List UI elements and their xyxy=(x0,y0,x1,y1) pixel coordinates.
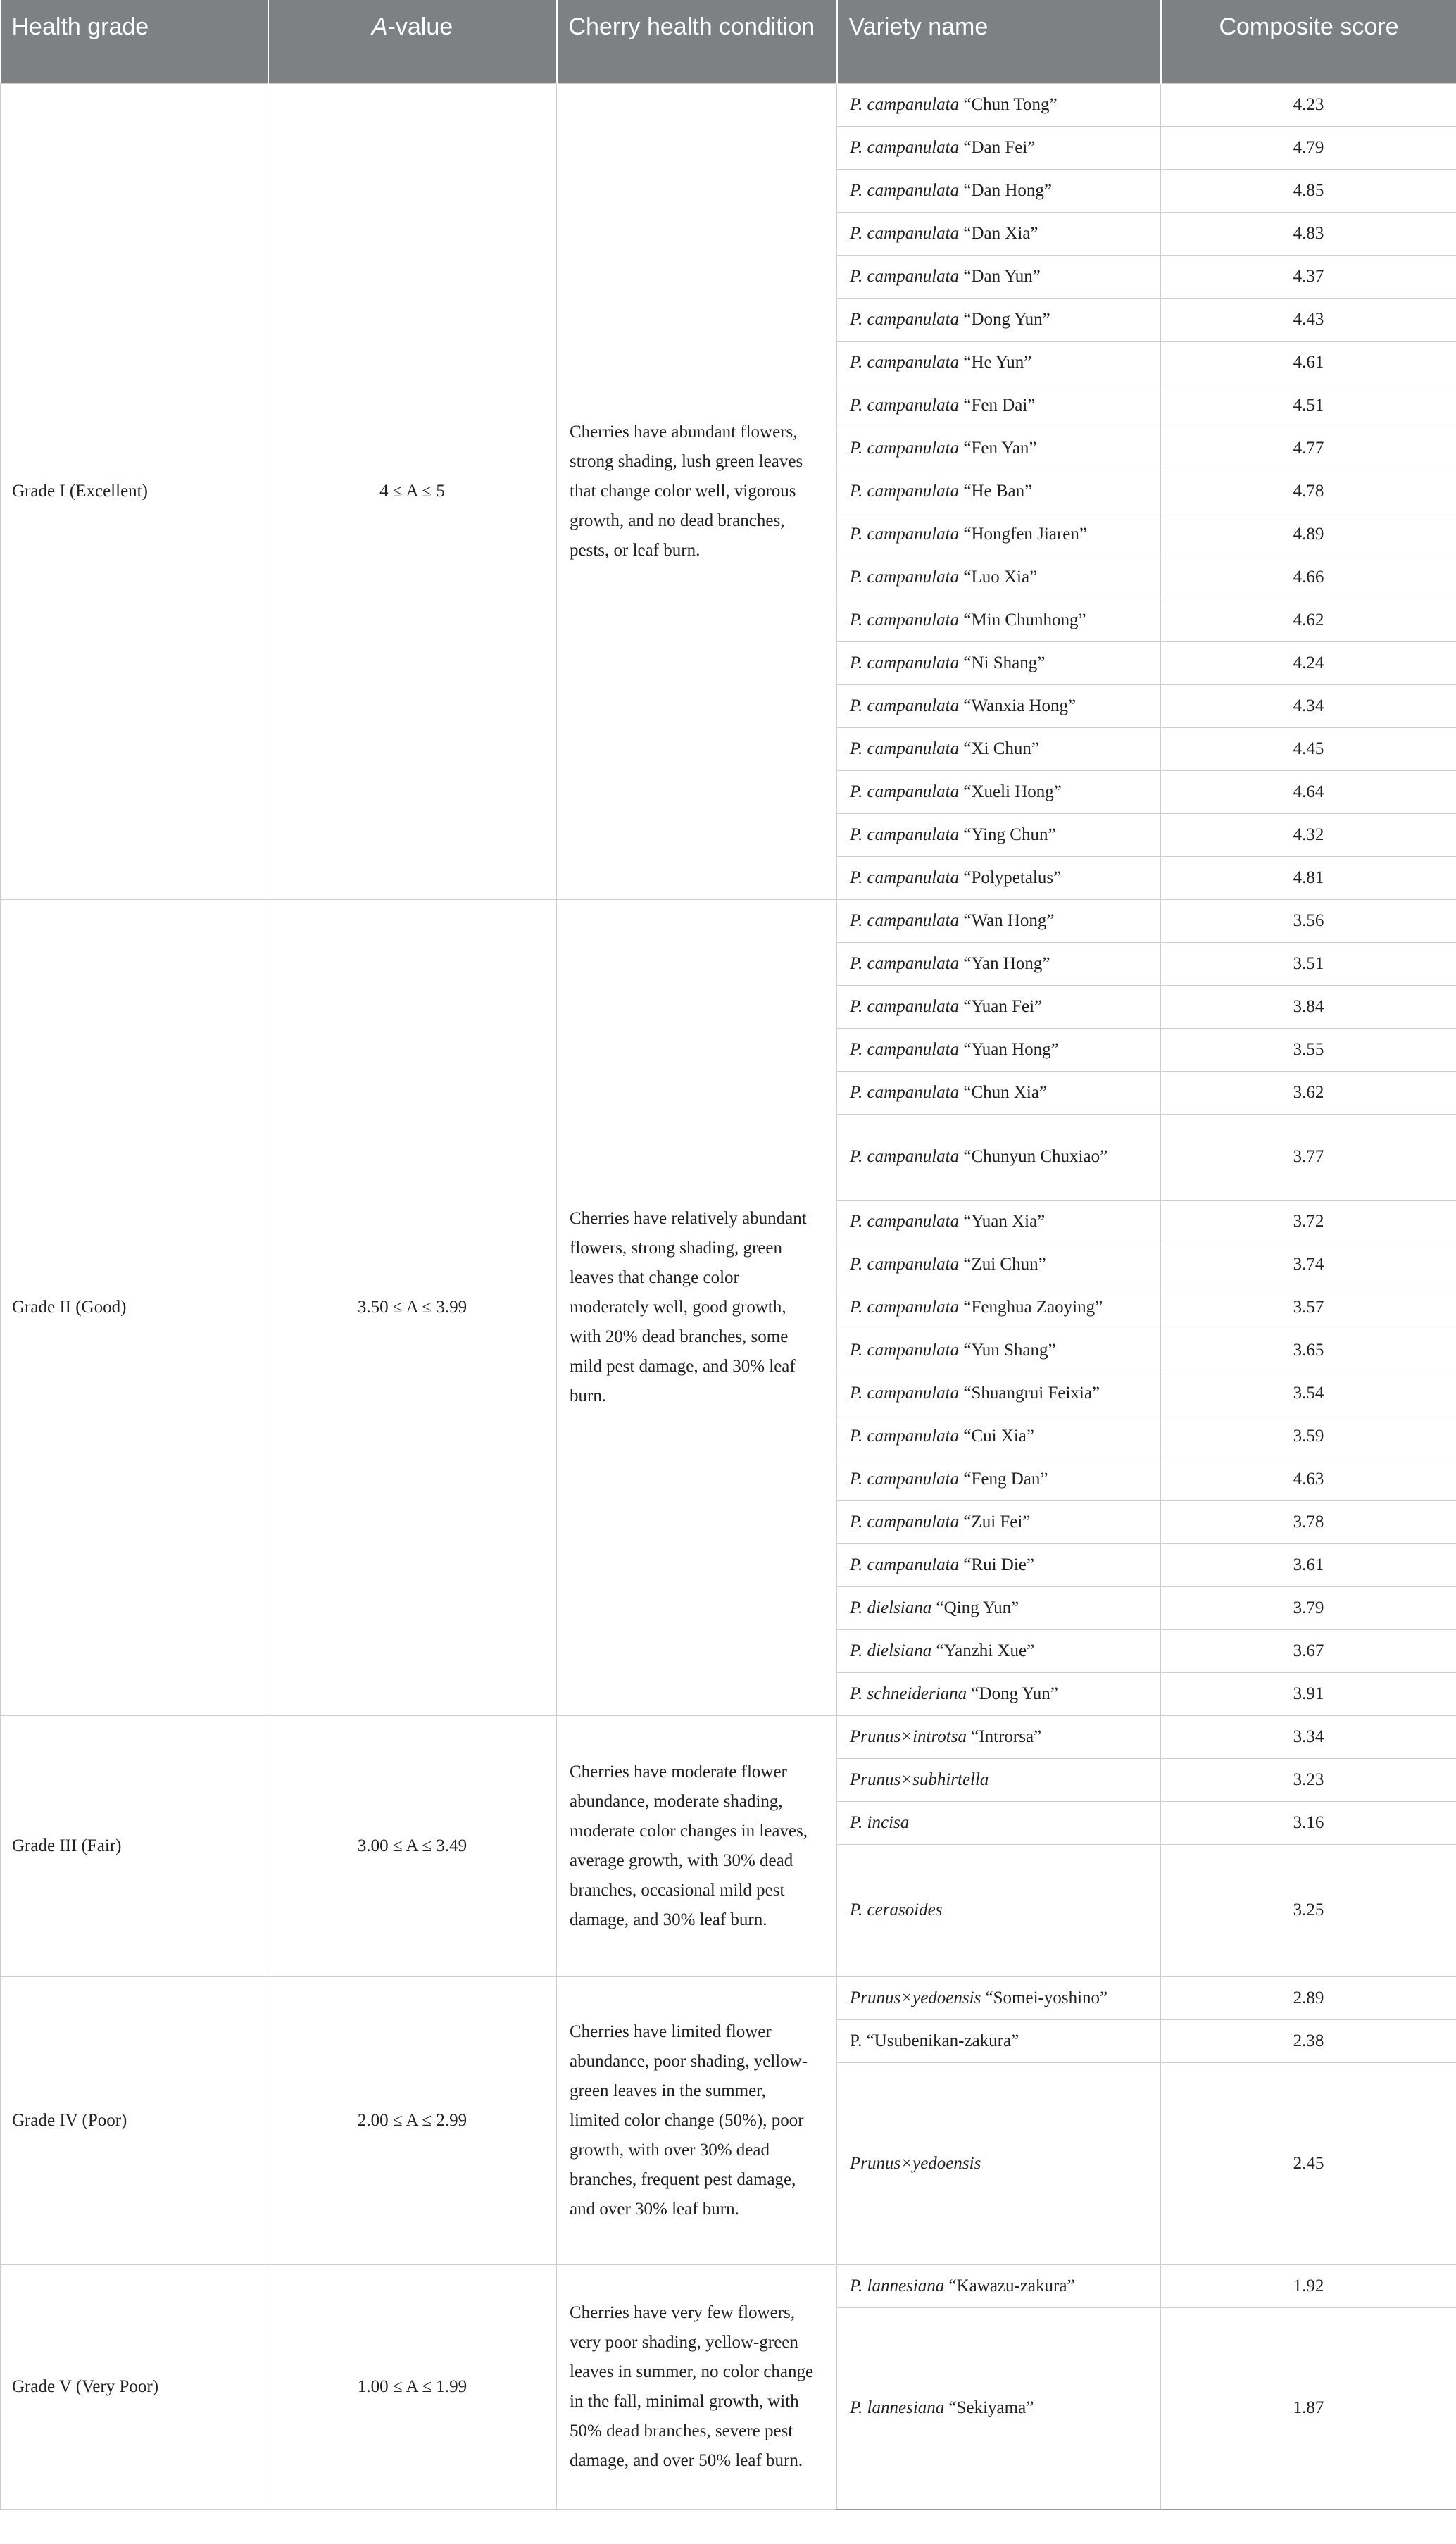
header-a-value-letter: A xyxy=(371,13,388,40)
species-name: P. campanulata xyxy=(850,1383,960,1403)
score-cell: 3.56 xyxy=(1161,899,1456,942)
species-name: P. campanulata xyxy=(850,438,960,458)
cultivar-name: “Zui Fei” xyxy=(963,1512,1031,1531)
score-cell: 4.63 xyxy=(1161,1458,1456,1500)
variety-cell xyxy=(837,83,1161,126)
variety-cell xyxy=(837,427,1161,470)
variety-cell xyxy=(837,298,1161,341)
species-name: P. campanulata xyxy=(850,1254,960,1274)
variety-cell xyxy=(837,1715,1161,1758)
variety-cell xyxy=(837,856,1161,899)
species-name: P. campanulata xyxy=(850,610,960,629)
cultivar-name: “Yun Shang” xyxy=(963,1340,1056,1360)
variety-cell xyxy=(837,513,1161,556)
cultivar-name: “Cui Xia” xyxy=(963,1426,1035,1446)
variety-cell xyxy=(837,985,1161,1028)
variety-cell xyxy=(837,1028,1161,1071)
variety-cell xyxy=(837,1758,1161,1801)
score-cell: 3.91 xyxy=(1161,1672,1456,1715)
table-row xyxy=(1,899,1456,942)
score-cell: 3.62 xyxy=(1161,1071,1456,1114)
species-name: P. campanulata xyxy=(850,94,960,114)
variety-cell xyxy=(837,169,1161,212)
species-name: P. campanulata xyxy=(850,524,960,544)
header-variety: Variety name xyxy=(837,0,1161,83)
cultivar-name: “Xi Chun” xyxy=(963,739,1039,758)
cultivar-name: “Yuan Hong” xyxy=(963,1039,1059,1059)
score-cell: 3.25 xyxy=(1161,1844,1456,1976)
variety-cell xyxy=(837,899,1161,942)
species-name: P. campanulata xyxy=(850,223,960,243)
variety-cell xyxy=(837,813,1161,856)
species-name: P. campanulata xyxy=(850,137,960,157)
score-cell: 3.79 xyxy=(1161,1586,1456,1629)
score-cell: 4.32 xyxy=(1161,813,1456,856)
species-name: P. campanulata xyxy=(850,266,960,286)
cultivar-name: “Xueli Hong” xyxy=(963,782,1062,801)
table-row xyxy=(1,83,1456,126)
variety-cell xyxy=(837,1543,1161,1586)
header-a-value xyxy=(268,0,557,83)
cultivar-name: “Ni Shang” xyxy=(963,653,1046,672)
cultivar-name: “Sekiyama” xyxy=(948,2398,1034,2418)
score-cell: 4.83 xyxy=(1161,212,1456,255)
cultivar-name: “Qing Yun” xyxy=(936,1598,1019,1617)
variety-cell xyxy=(837,770,1161,813)
header-health-grade: Health grade xyxy=(1,0,268,83)
species-name: P. cerasoides xyxy=(850,1900,943,1919)
score-cell: 4.66 xyxy=(1161,556,1456,599)
cultivar-name: “Yanzhi Xue” xyxy=(936,1641,1035,1660)
score-cell: 2.89 xyxy=(1161,1976,1456,2019)
score-cell: 4.77 xyxy=(1161,427,1456,470)
cultivar-name: “Dan Hong” xyxy=(963,180,1052,200)
variety-cell xyxy=(837,255,1161,298)
species-name: P. campanulata xyxy=(850,1297,960,1317)
score-cell: 4.24 xyxy=(1161,641,1456,684)
species-name: P. campanulata xyxy=(850,739,960,758)
score-cell: 3.77 xyxy=(1161,1114,1456,1200)
table-row xyxy=(1,1715,1456,1758)
cultivar-name: “Dong Yun” xyxy=(963,309,1050,329)
score-cell: 3.61 xyxy=(1161,1543,1456,1586)
condition-cell: Cherries have relatively abundant flowers, strong shading, green leaves that change color moderately well, good growth, with 20% dead branches, some mild pest damage, and 30% leaf burn. xyxy=(557,899,837,1715)
species-name: Prunus×introtsa xyxy=(850,1727,967,1746)
condition-cell: Cherries have very few flowers, very poor shading, yellow-green leaves in summer, no color change in the fall, minimal growth, with 50% dead branches, severe pest damage, and over 50% leaf burn. xyxy=(557,2264,837,2509)
score-cell: 3.84 xyxy=(1161,985,1456,1028)
species-name: P. campanulata xyxy=(850,1469,960,1489)
score-cell: 3.59 xyxy=(1161,1415,1456,1458)
score-cell: 3.67 xyxy=(1161,1629,1456,1672)
species-name: P. campanulata xyxy=(850,1039,960,1059)
species-name: P. schneideriana xyxy=(850,1684,967,1703)
score-cell: 4.45 xyxy=(1161,727,1456,770)
variety-cell xyxy=(837,599,1161,641)
score-cell: 4.79 xyxy=(1161,126,1456,169)
variety-cell xyxy=(837,1200,1161,1243)
condition-cell: Cherries have moderate flower abundance, moderate shading, moderate color changes in leaves, average growth, with 30% dead branches, occasional mild pest damage, and 30% leaf burn. xyxy=(557,1715,837,1976)
variety-cell xyxy=(837,1372,1161,1415)
variety-cell xyxy=(837,684,1161,727)
cultivar-name: “Dan Yun” xyxy=(963,266,1041,286)
cultivar-name: “Dan Xia” xyxy=(963,223,1038,243)
cultivar-name: “Luo Xia” xyxy=(963,567,1038,587)
cultivar-name: “Chun Tong” xyxy=(963,94,1058,114)
a-value-cell: 2.00 ≤ A ≤ 2.99 xyxy=(268,1976,557,2264)
variety-cell xyxy=(837,1458,1161,1500)
variety-cell xyxy=(837,942,1161,985)
cultivar-name: “He Ban” xyxy=(963,481,1033,501)
score-cell: 3.78 xyxy=(1161,1500,1456,1543)
species-name: P. campanulata xyxy=(850,481,960,501)
cultivar-name: “Chun Xia” xyxy=(963,1082,1048,1102)
score-cell: 4.85 xyxy=(1161,169,1456,212)
species-name: Prunus×yedoensis xyxy=(850,2153,981,2173)
cultivar-name: “Shuangrui Feixia” xyxy=(963,1383,1100,1403)
variety-cell xyxy=(837,1329,1161,1372)
score-cell: 3.74 xyxy=(1161,1243,1456,1286)
species-name: P. campanulata xyxy=(850,1147,960,1166)
cultivar-name: “Kawazu-zakura” xyxy=(948,2276,1075,2295)
variety-cell xyxy=(837,1071,1161,1114)
grade-cell: Grade V (Very Poor) xyxy=(1,2264,268,2509)
score-cell: 4.89 xyxy=(1161,513,1456,556)
species-name: Prunus×subhirtella xyxy=(850,1769,989,1789)
species-name: P. dielsiana xyxy=(850,1641,932,1660)
species-name: P. lannesiana xyxy=(850,2398,945,2418)
grade-cell: Grade I (Excellent) xyxy=(1,83,268,899)
variety-cell xyxy=(837,126,1161,169)
grade-cell: Grade IV (Poor) xyxy=(1,1976,268,2264)
header-score: Composite score xyxy=(1161,0,1456,83)
cultivar-name: “Ying Chun” xyxy=(963,825,1056,844)
score-cell: 3.16 xyxy=(1161,1801,1456,1844)
score-cell: 3.55 xyxy=(1161,1028,1456,1071)
score-cell: 3.65 xyxy=(1161,1329,1456,1372)
condition-cell: Cherries have limited flower abundance, poor shading, yellow-green leaves in the summer, limited color change (50%), poor growth, with over 30% dead branches, frequent pest damage, and over 30% leaf burn. xyxy=(557,1976,837,2264)
cultivar-name: “Dan Fei” xyxy=(963,137,1036,157)
species-name: P. campanulata xyxy=(850,696,960,715)
score-cell: 4.62 xyxy=(1161,599,1456,641)
cultivar-name: “Yuan Fei” xyxy=(963,996,1043,1016)
cultivar-name: “Wanxia Hong” xyxy=(963,696,1077,715)
variety-cell xyxy=(837,556,1161,599)
score-cell: 4.61 xyxy=(1161,341,1456,384)
score-cell: 3.23 xyxy=(1161,1758,1456,1801)
score-cell: 4.81 xyxy=(1161,856,1456,899)
score-cell: 4.64 xyxy=(1161,770,1456,813)
a-value-cell: 1.00 ≤ A ≤ 1.99 xyxy=(268,2264,557,2509)
cultivar-name: “Zui Chun” xyxy=(963,1254,1046,1274)
cultivar-name: “Fen Dai” xyxy=(963,395,1036,415)
a-value-cell: 4 ≤ A ≤ 5 xyxy=(268,83,557,899)
variety-cell xyxy=(837,2307,1161,2509)
species-name: P. campanulata xyxy=(850,782,960,801)
variety-cell xyxy=(837,1672,1161,1715)
score-cell: 3.72 xyxy=(1161,1200,1456,1243)
variety-cell xyxy=(837,2019,1161,2062)
condition-cell: Cherries have abundant flowers, strong shading, lush green leaves that change color well, vigorous growth, and no dead branches, pests, or leaf burn. xyxy=(557,83,837,899)
species-name: P. campanulata xyxy=(850,1426,960,1446)
variety-cell xyxy=(837,1286,1161,1329)
variety-cell xyxy=(837,1586,1161,1629)
cultivar-name: “Yuan Xia” xyxy=(963,1211,1046,1231)
score-cell: 1.87 xyxy=(1161,2307,1456,2509)
a-value-cell: 3.50 ≤ A ≤ 3.99 xyxy=(268,899,557,1715)
score-cell: 3.51 xyxy=(1161,942,1456,985)
cultivar-name: “Wan Hong” xyxy=(963,910,1055,930)
score-cell: 1.92 xyxy=(1161,2264,1456,2307)
cultivar-name: “Fen Yan” xyxy=(963,438,1037,458)
table-row xyxy=(1,2264,1456,2307)
species-name: Prunus×yedoensis xyxy=(850,1988,981,2007)
species-name: P. campanulata xyxy=(850,1340,960,1360)
variety-cell xyxy=(837,341,1161,384)
score-cell: 4.37 xyxy=(1161,255,1456,298)
species-name: P. campanulata xyxy=(850,395,960,415)
variety-cell xyxy=(837,1801,1161,1844)
table-row xyxy=(1,1976,1456,2019)
header-row xyxy=(1,0,1456,83)
grade-cell: Grade III (Fair) xyxy=(1,1715,268,1976)
score-cell: 4.78 xyxy=(1161,470,1456,513)
a-value-cell: 3.00 ≤ A ≤ 3.49 xyxy=(268,1715,557,1976)
score-cell: 2.45 xyxy=(1161,2062,1456,2264)
species-name: P. campanulata xyxy=(850,180,960,200)
header-condition: Cherry health condition xyxy=(557,0,837,83)
cultivar-name: “Polypetalus” xyxy=(963,867,1062,887)
score-cell: 4.43 xyxy=(1161,298,1456,341)
variety-cell xyxy=(837,1844,1161,1976)
species-name: P. campanulata xyxy=(850,953,960,973)
variety-cell xyxy=(837,384,1161,427)
variety-cell xyxy=(837,641,1161,684)
variety-cell xyxy=(837,1629,1161,1672)
species-name: P. campanulata xyxy=(850,867,960,887)
species-name: P. campanulata xyxy=(850,352,960,372)
species-name: P. campanulata xyxy=(850,567,960,587)
cultivar-name: “Fenghua Zaoying” xyxy=(963,1297,1103,1317)
grade-cell: Grade II (Good) xyxy=(1,899,268,1715)
species-name: P. campanulata xyxy=(850,910,960,930)
species-name: P. campanulata xyxy=(850,1512,960,1531)
species-name: P. incisa xyxy=(850,1812,910,1832)
score-cell: 3.54 xyxy=(1161,1372,1456,1415)
header-a-value-rest: -value xyxy=(387,13,453,40)
variety-cell xyxy=(837,212,1161,255)
species-name: P. campanulata xyxy=(850,1211,960,1231)
cultivar-name: “Chunyun Chuxiao” xyxy=(963,1147,1108,1166)
species-name: P. campanulata xyxy=(850,996,960,1016)
species-name: P. campanulata xyxy=(850,309,960,329)
variety-cell xyxy=(837,1500,1161,1543)
cultivar-name: “Introrsa” xyxy=(971,1727,1042,1746)
variety-cell xyxy=(837,1114,1161,1200)
cultivar-name: “Min Chunhong” xyxy=(963,610,1086,629)
cultivar-name: “Rui Die” xyxy=(963,1555,1035,1574)
variety-cell xyxy=(837,1243,1161,1286)
species-name: P. campanulata xyxy=(850,1555,960,1574)
variety-cell xyxy=(837,470,1161,513)
variety-cell xyxy=(837,1415,1161,1458)
species-name: P. dielsiana xyxy=(850,1598,932,1617)
cultivar-name: “Hongfen Jiaren” xyxy=(963,524,1087,544)
variety-cell xyxy=(837,1976,1161,2019)
cultivar-name: P. “Usubenikan-zakura” xyxy=(850,2031,1019,2050)
cultivar-name: “Yan Hong” xyxy=(963,953,1050,973)
cultivar-name: “Feng Dan” xyxy=(963,1469,1048,1489)
cultivar-name: “Dong Yun” xyxy=(971,1684,1058,1703)
score-cell: 4.23 xyxy=(1161,83,1456,126)
score-cell: 3.34 xyxy=(1161,1715,1456,1758)
score-cell: 4.51 xyxy=(1161,384,1456,427)
variety-cell xyxy=(837,2264,1161,2307)
variety-cell xyxy=(837,727,1161,770)
species-name: P. campanulata xyxy=(850,825,960,844)
cultivar-name: “He Yun” xyxy=(963,352,1032,372)
species-name: P. lannesiana xyxy=(850,2276,945,2295)
score-cell: 4.34 xyxy=(1161,684,1456,727)
score-cell: 3.57 xyxy=(1161,1286,1456,1329)
score-cell: 2.38 xyxy=(1161,2019,1456,2062)
cultivar-name: “Somei-yoshino” xyxy=(985,1988,1108,2007)
variety-cell xyxy=(837,2062,1161,2264)
species-name: P. campanulata xyxy=(850,1082,960,1102)
species-name: P. campanulata xyxy=(850,653,960,672)
